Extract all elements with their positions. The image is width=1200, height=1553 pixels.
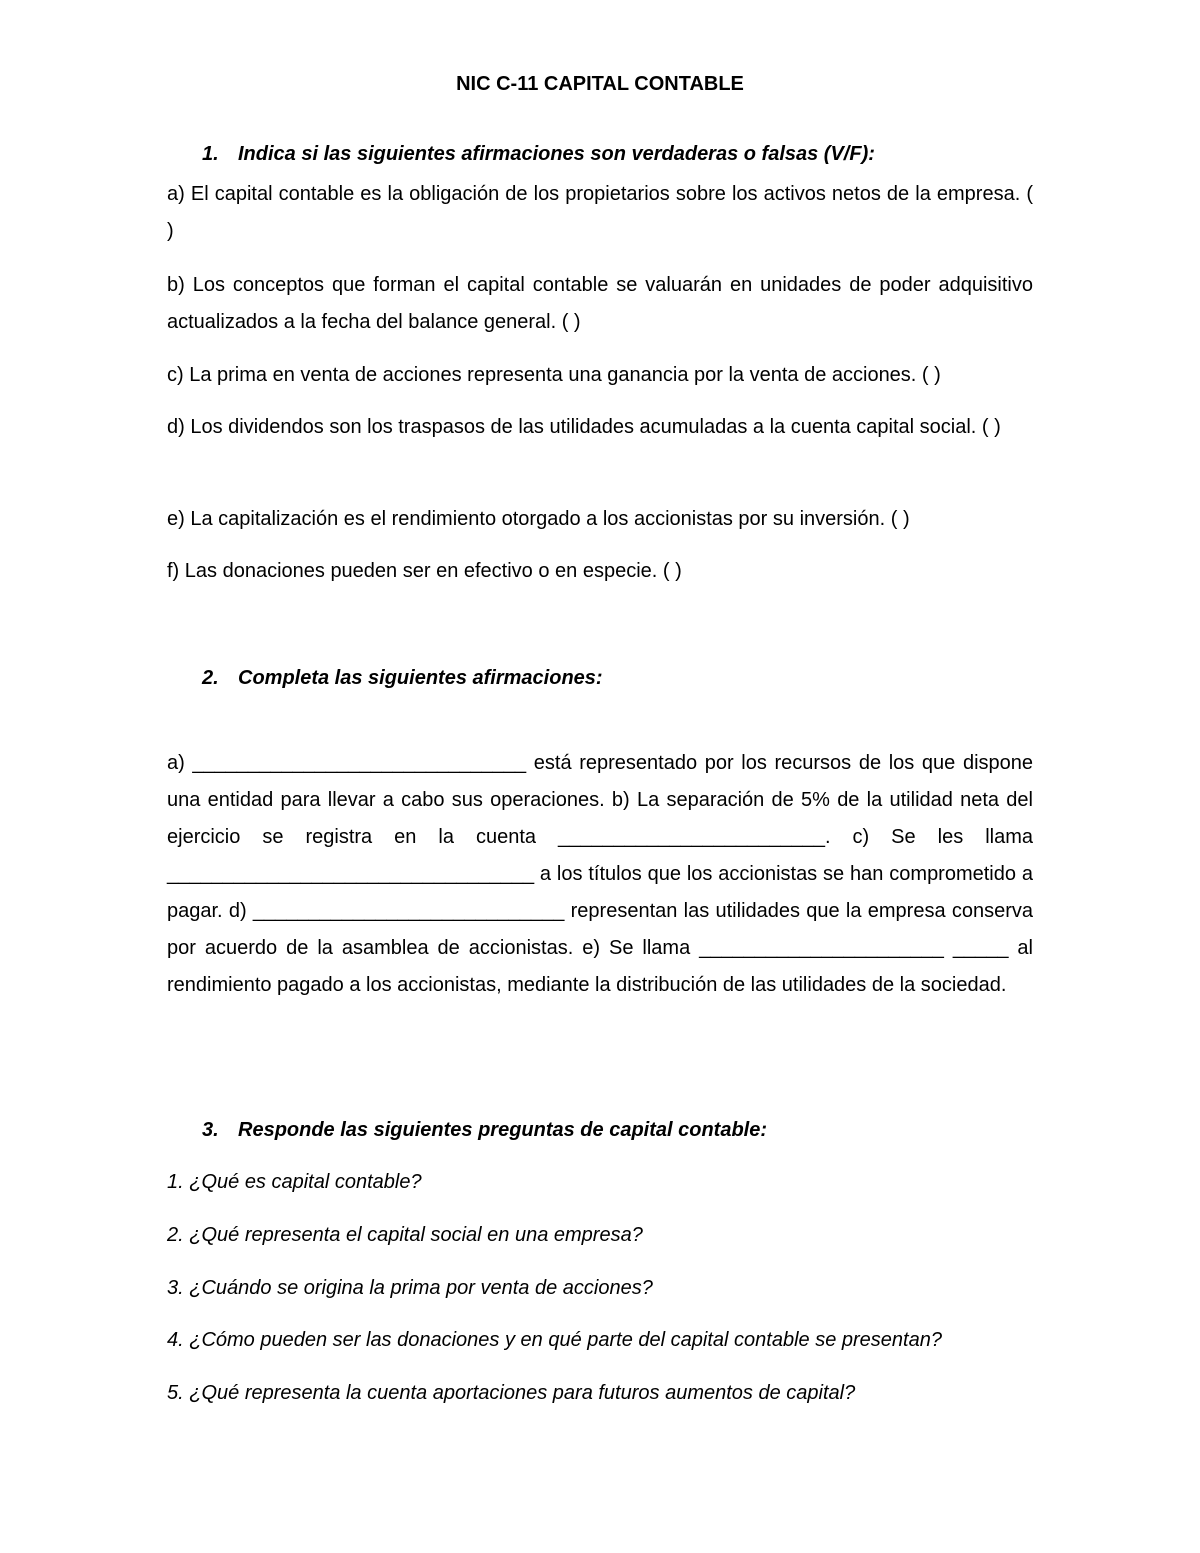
section-1-heading — [202, 142, 875, 166]
section-2-heading — [202, 666, 603, 690]
fill-in-paragraph: a) ______________________________ está representado por los recursos de los que dispone una entidad para llevar a cabo sus operaciones. b) La separación de 5% de la utilidad neta del ejercicio se registra en la cuenta ________________________. c) Se les llama _________________________________ a los títulos que los accionistas se han comprometido a pagar. d) ____________________________ representan las utilidades que la empresa conserva por acuerdo de la asamblea de accionistas. e) Se llama ______________________ _____ al rendimiento pagado a los accionistas, mediante la distribución de las utilidades de la sociedad. — [167, 752, 1033, 996]
section-3-title: Responde las siguientes preguntas de capital contable: — [238, 1119, 768, 1141]
statement-b: b) Los conceptos que forman el capital contable se valuarán en unidades de poder adquisitivo actualizados a la fecha del balance general. ( ) — [167, 274, 1033, 333]
question-3: 3. ¿Cuándo se origina la prima por venta de acciones? — [167, 1277, 653, 1299]
section-1-title: Indica si las siguientes afirmaciones son verdaderas o falsas (V/F): — [238, 143, 875, 165]
document-title: NIC C-11 CAPITAL CONTABLE — [456, 73, 744, 95]
section-2-number: 2. — [202, 667, 219, 689]
statement-c: c) La prima en venta de acciones representa una ganancia por la venta de acciones. ( ) — [167, 364, 941, 386]
question-4: 4. ¿Cómo pueden ser las donaciones y en qué parte del capital contable se presentan? — [167, 1329, 942, 1351]
statement-a: a) El capital contable es la obligación de los propietarios sobre los activos netos de la empresa. ( ) — [167, 183, 1033, 242]
section-1-number: 1. — [202, 143, 219, 165]
statement-f: f) Las donaciones pueden ser en efectivo o en especie. ( ) — [167, 560, 682, 582]
statement-e: e) La capitalización es el rendimiento otorgado a los accionistas por su inversión. ( ) — [167, 508, 910, 530]
section-3-number: 3. — [202, 1119, 219, 1141]
statement-d: d) Los dividendos son los traspasos de las utilidades acumuladas a la cuenta capital social. ( ) — [167, 416, 1001, 438]
section-2-title: Completa las siguientes afirmaciones: — [238, 667, 603, 689]
question-1: 1. ¿Qué es capital contable? — [167, 1171, 422, 1193]
section-3-heading — [202, 1118, 767, 1142]
question-2: 2. ¿Qué representa el capital social en una empresa? — [167, 1224, 643, 1246]
question-5: 5. ¿Qué representa la cuenta aportaciones para futuros aumentos de capital? — [167, 1382, 856, 1404]
